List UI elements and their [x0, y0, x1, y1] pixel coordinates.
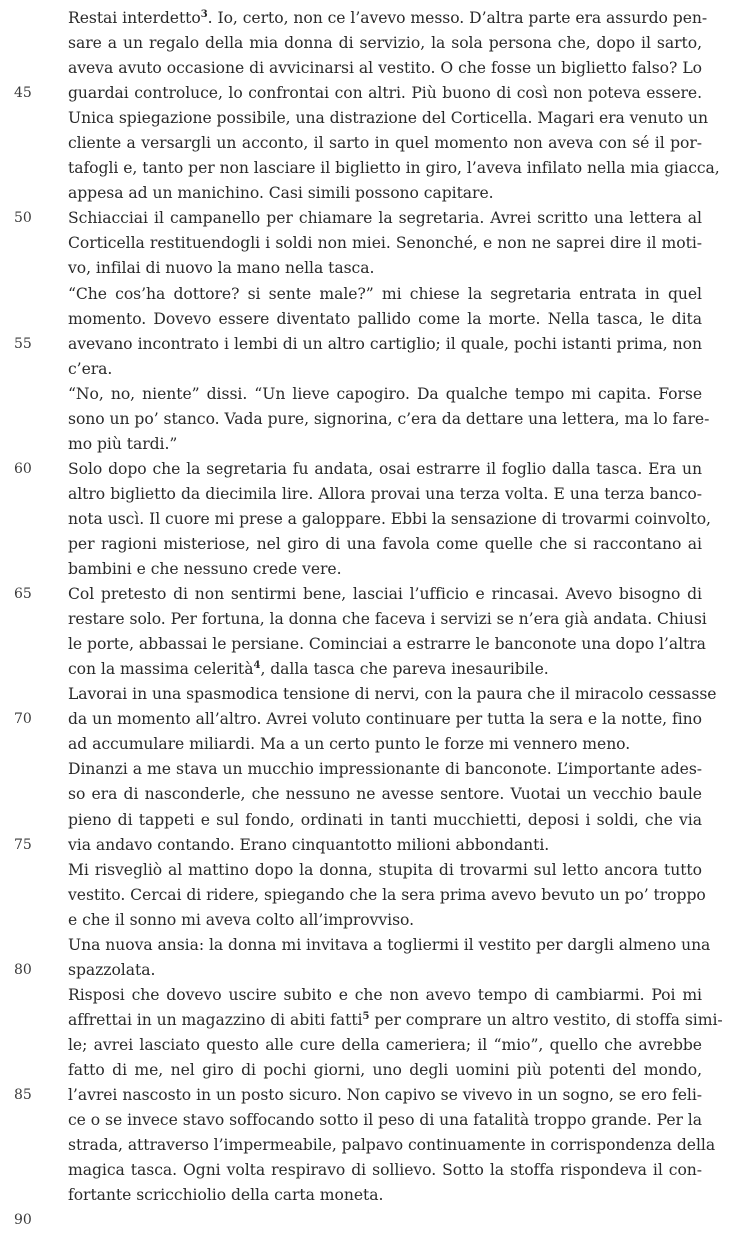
text-line	[68, 181, 702, 206]
line-number: 55	[14, 335, 32, 352]
text-line-content: Una nuova ansia: la donna mi invitava a togliermi il vestito per dargli almeno una	[68, 935, 711, 954]
text-line	[68, 1058, 702, 1083]
text-line-content: ce o se invece stavo soffocando sotto il peso di una fatalità troppo grande. Per la	[68, 1111, 702, 1130]
line-number: 85	[14, 1087, 32, 1104]
text-line-content: pieno di tappeti e sul fondo, ordinati in tanti mucchietti, deposi i soldi, che via	[68, 810, 702, 829]
text-line	[68, 1083, 702, 1108]
text-line	[68, 933, 711, 958]
line-number: 70	[14, 711, 32, 728]
text-line-content: Risposi che dovevo uscire subito e che non avevo tempo di cambiarmi. Poi mi	[68, 985, 702, 1004]
line-number: 50	[14, 210, 32, 227]
line-number: 90	[14, 1212, 32, 1229]
text-line-content: per comprare un altro vestito, di stoffa simi-	[369, 1010, 723, 1029]
text-line-content: Dinanzi a me stava un mucchio impressionante di banconote. L’importante ades-	[68, 760, 702, 779]
text-line	[68, 256, 702, 281]
text-line	[68, 582, 702, 607]
text-line	[68, 958, 702, 983]
text-line	[68, 482, 702, 507]
text-line	[68, 231, 702, 256]
text-line	[68, 607, 707, 632]
text-line-content: spazzolata.	[68, 960, 156, 979]
text-line	[68, 81, 702, 106]
text-line	[68, 282, 702, 307]
text-line	[68, 1133, 716, 1158]
text-line-content: cliente a versargli un acconto, il sarto in quel momento non aveva con sé il por-	[68, 134, 702, 153]
text-line	[68, 457, 702, 482]
text-line-content: bambini e che nessuno crede vere.	[68, 560, 342, 579]
text-line-content: altro biglietto da diecimila lire. Allora provai una terza volta. E una terza banco-	[68, 484, 702, 503]
text-line-content: le porte, abbassai le persiane. Cominciai a estrarre le banconote una dopo l’altra	[68, 635, 706, 654]
text-line-content: “Che cos’ha dottore? si sente male?” mi chiese la segretaria entrata in quel	[68, 284, 702, 303]
text-line-content: magica tasca. Ogni volta respiravo di sollievo. Sotto la stoffa rispondeva il con-	[68, 1161, 702, 1180]
text-line-content: “No, no, niente” dissi. “Un lieve capogiro. Da qualche tempo mi capita. Forse	[68, 384, 702, 403]
text-line-content: affrettai in un magazzino di abiti fatti	[68, 1010, 363, 1029]
text-line-content: appesa ad un manichino. Casi simili possono capitare.	[68, 184, 494, 203]
story-text	[68, 6, 723, 1208]
line-number: 45	[14, 85, 32, 102]
text-line-content: via andavo contando. Erano cinquantotto milioni abbondanti.	[68, 835, 550, 854]
text-line-content: guardai controluce, lo confrontai con altri. Più buono di così non poteva essere.	[68, 84, 702, 103]
text-line-content: Solo dopo che la segretaria fu andata, osai estrarre il foglio dalla tasca. Era un	[68, 459, 702, 478]
text-line-content: per ragioni misteriose, nel giro di una favola come quelle che si raccontano ai	[68, 534, 702, 553]
text-line	[68, 407, 710, 432]
text-line	[68, 507, 711, 532]
text-line	[68, 782, 702, 807]
text-line-content: nota uscì. Il cuore mi prese a galoppare. Ebbi la sensazione di trovarmi coinvolto,	[68, 509, 711, 528]
text-line	[68, 908, 702, 933]
text-line	[68, 31, 702, 56]
text-line	[68, 1008, 723, 1033]
text-line	[68, 357, 702, 382]
text-line-content: Col pretesto di non sentirmi bene, lasciai l’ufficio e rincasai. Avevo bisogno di	[68, 585, 702, 604]
text-line-content: aveva avuto occasione di avvicinarsi al vestito. O che fosse un biglietto falso? Lo	[68, 59, 702, 78]
line-number: 80	[14, 961, 32, 978]
text-line	[68, 131, 702, 156]
text-line-content: avevano incontrato i lembi di un altro cartiglio; il quale, pochi istanti prima, non	[68, 334, 702, 353]
text-line-content: sare a un regalo della mia donna di servizio, la sola persona che, dopo il sarto,	[68, 34, 702, 53]
text-line	[68, 532, 702, 557]
text-line-content: tafogli e, tanto per non lasciare il biglietto in giro, l’aveva infilato nella mia giacca,	[68, 159, 720, 178]
text-line	[68, 732, 702, 757]
text-line-content: le; avrei lasciato questo alle cure della cameriera; il “mio”, quello che avrebbe	[68, 1035, 702, 1054]
text-line-content: vo, infilai di nuovo la mano nella tasca.	[68, 259, 375, 278]
text-line-content: strada, attraverso l’impermeabile, palpavo continuamente in corrispondenza della	[68, 1136, 716, 1155]
text-line-content: mo più tardi.”	[68, 434, 178, 453]
text-line	[68, 557, 702, 582]
text-line	[68, 382, 702, 407]
text-line-content: momento. Dovevo essere diventato pallido come la morte. Nella tasca, le dita	[68, 309, 702, 328]
text-line-content: vestito. Cercai di ridere, spiegando che la sera prima avevo bevuto un po’ troppo	[68, 885, 706, 904]
line-number: 75	[14, 836, 32, 853]
text-line-content: fortante scricchiolio della carta moneta.	[68, 1186, 384, 1205]
text-line-content: sono un po’ stanco. Vada pure, signorina, c’era da dettare una lettera, ma lo fare-	[68, 409, 710, 428]
text-line	[68, 883, 706, 908]
text-line	[68, 983, 702, 1008]
text-line	[68, 6, 708, 31]
text-line-content: ad accumulare miliardi. Ma a un certo punto le forze mi vennero meno.	[68, 735, 631, 754]
text-line-content: l’avrei nascosto in un posto sicuro. Non capivo se vivevo in un sogno, se ero feli-	[68, 1086, 702, 1105]
text-line	[68, 1183, 702, 1208]
text-line-content: Restai interdetto	[68, 9, 201, 27]
text-line	[68, 657, 702, 682]
text-line-content: da un momento all’altro. Avrei voluto continuare per tutta la sera e la notte, fino	[68, 710, 702, 729]
text-line-content: Schiacciai il campanello per chiamare la segretaria. Avrei scritto una lettera al	[68, 209, 702, 228]
text-line-content: fatto di me, nel giro di pochi giorni, uno degli uomini più potenti del mondo,	[68, 1060, 702, 1079]
text-line	[68, 1033, 702, 1058]
text-line	[68, 632, 706, 657]
text-line-content: Lavorai in una spasmodica tensione di nervi, con la paura che il miracolo cessasse	[68, 685, 717, 704]
line-number: 60	[14, 460, 32, 477]
text-line	[68, 432, 702, 457]
text-line-content: Unica spiegazione possibile, una distrazione del Corticella. Magari era venuto un	[68, 109, 709, 128]
text-line-content: , dalla tasca che pareva inesauribile.	[260, 660, 549, 679]
footnote-marker: 3	[200, 9, 208, 20]
line-number: 65	[14, 586, 32, 603]
text-line	[68, 682, 717, 707]
text-line	[68, 156, 720, 181]
text-line	[68, 332, 702, 357]
text-line-content: e che il sonno mi aveva colto all’improvviso.	[68, 910, 415, 929]
text-line	[68, 707, 702, 732]
text-line-content: c’era.	[68, 359, 113, 378]
text-line-content: restare solo. Per fortuna, la donna che faceva i servizi se n’era già andata. Chiusi	[68, 610, 707, 629]
text-line-content: Corticella restituendogli i soldi non miei. Senonché, e non ne saprei dire il moti-	[68, 234, 702, 253]
text-line	[68, 307, 702, 332]
text-line-content: Mi risvegliò al mattino dopo la donna, stupita di trovarmi sul letto ancora tutto	[68, 860, 702, 879]
text-line	[68, 757, 702, 782]
text-line-content: con la massima celerità	[68, 660, 254, 679]
text-line-content: . Io, certo, non ce l’avevo messo. D’altra parte era assurdo pen-	[207, 9, 708, 27]
text-line	[68, 106, 709, 131]
footnote-marker: 4	[253, 660, 261, 672]
text-line	[68, 833, 702, 858]
text-line	[68, 808, 702, 833]
text-line	[68, 206, 702, 231]
text-line	[68, 858, 702, 883]
text-line-content: so era di nasconderle, che nessuno ne avesse sentore. Vuotai un vecchio baule	[68, 785, 702, 804]
footnote-marker: 5	[362, 1010, 370, 1022]
text-line	[68, 1158, 702, 1183]
text-line	[68, 1108, 702, 1133]
text-line	[68, 56, 702, 81]
